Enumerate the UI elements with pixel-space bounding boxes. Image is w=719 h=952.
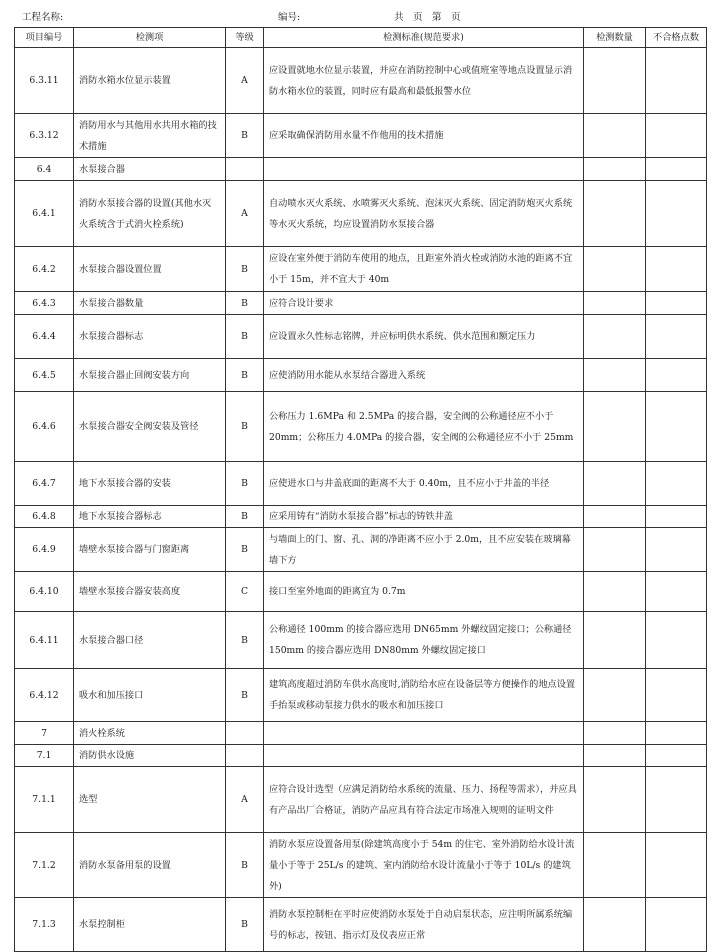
table-row [15, 181, 707, 247]
row-standard: 应采用铸有“消防水泵接合器”标志的铸铁井盖 [264, 506, 584, 528]
row-fail [646, 315, 707, 359]
table-row [15, 462, 707, 506]
row-item: 墙壁水泵接合器与门窗距离 [74, 528, 226, 572]
row-count [584, 359, 646, 392]
row-fail [646, 462, 707, 506]
row-standard [264, 745, 584, 767]
row-item: 消防用水与其他用水共用水箱的技术措施 [74, 114, 226, 158]
table-row [15, 722, 707, 745]
row-fail [646, 181, 707, 247]
col-header-standard: 检测标准(规范要求) [264, 28, 584, 48]
col-header-level: 等级 [226, 28, 264, 48]
row-id: 7.1 [15, 745, 74, 767]
row-id: 6.4.5 [15, 359, 74, 392]
row-fail [646, 612, 707, 669]
row-count [584, 722, 646, 745]
row-standard: 消防水泵控制柜在平时应使消防水泵处于自动启泵状态，应注明所属系统编号的标志，按钮、指示灯及仪表应正常 [264, 898, 584, 952]
col-header-fail: 不合格点数 [646, 28, 707, 48]
table-row [15, 292, 707, 315]
table-row [15, 158, 707, 181]
row-fail [646, 528, 707, 572]
row-id: 6.3.12 [15, 114, 74, 158]
row-item: 水泵接合器止回阀安装方向 [74, 359, 226, 392]
row-fail [646, 158, 707, 181]
row-standard: 应符合设计选型（应满足消防给水系统的流量、压力、扬程等需求），并应具有产品出厂合格证，消防产品应具有符合法定市场准入规则的证明文件 [264, 767, 584, 833]
row-level: B [226, 114, 264, 158]
row-standard [264, 158, 584, 181]
row-id: 6.4.8 [15, 506, 74, 528]
row-id: 7 [15, 722, 74, 745]
table-row [15, 528, 707, 572]
row-count [584, 48, 646, 114]
row-fail [646, 292, 707, 315]
row-standard: 应设置永久性标志铭牌，并应标明供水系统、供水范围和额定压力 [264, 315, 584, 359]
row-count [584, 572, 646, 612]
row-id: 6.4.7 [15, 462, 74, 506]
row-id: 7.1.1 [15, 767, 74, 833]
row-id: 6.4 [15, 158, 74, 181]
row-id: 6.4.4 [15, 315, 74, 359]
row-count [584, 247, 646, 292]
row-fail [646, 767, 707, 833]
row-item: 水泵控制柜 [74, 898, 226, 952]
row-item: 墙壁水泵接合器安装高度 [74, 572, 226, 612]
row-fail [646, 833, 707, 898]
row-item: 地下水泵接合器的安装 [74, 462, 226, 506]
table-row [15, 392, 707, 462]
row-level: B [226, 898, 264, 952]
row-id: 6.4.12 [15, 669, 74, 722]
document-header [0, 0, 719, 26]
table-row [15, 767, 707, 833]
row-level: B [226, 315, 264, 359]
row-count [584, 669, 646, 722]
row-item: 水泵接合器 [74, 158, 226, 181]
row-standard: 应设置就地水位显示装置，并应在消防控制中心或值班室等地点设置显示消防水箱水位的装置，同时应有最高和最低报警水位 [264, 48, 584, 114]
row-standard: 自动喷水灭火系统、水喷雾灭火系统、泡沫灭火系统、固定消防炮灭火系统等水灭火系统，均应设置消防水泵接合器 [264, 181, 584, 247]
row-fail [646, 359, 707, 392]
row-item: 消火栓系统 [74, 722, 226, 745]
row-count [584, 158, 646, 181]
row-level: A [226, 181, 264, 247]
row-standard: 与墙面上的门、窗、孔、洞的净距离不应小于 2.0m，且不应安装在玻璃幕墙下方 [264, 528, 584, 572]
row-id: 6.4.1 [15, 181, 74, 247]
row-level: A [226, 48, 264, 114]
row-count [584, 612, 646, 669]
row-standard [264, 722, 584, 745]
row-count [584, 392, 646, 462]
project-name-label: 工程名称: [22, 12, 64, 23]
row-count [584, 528, 646, 572]
number-label: 编号: [278, 12, 301, 23]
row-count [584, 181, 646, 247]
table-row [15, 359, 707, 392]
row-id: 6.4.11 [15, 612, 74, 669]
row-item: 选型 [74, 767, 226, 833]
row-fail [646, 392, 707, 462]
row-level: C [226, 572, 264, 612]
row-count [584, 315, 646, 359]
table-row [15, 745, 707, 767]
row-item: 水泵接合器标志 [74, 315, 226, 359]
row-item: 吸水和加压接口 [74, 669, 226, 722]
row-id: 7.1.3 [15, 898, 74, 952]
row-level: B [226, 833, 264, 898]
table-row [15, 247, 707, 292]
row-standard: 公称压力 1.6MPa 和 2.5MPa 的接合器，安全阀的公称通径应不小于 20mm；公称压力 4.0MPa 的接合器，安全阀的公称通径应不小于 25mm [264, 392, 584, 462]
row-fail [646, 722, 707, 745]
row-level: B [226, 528, 264, 572]
row-standard: 应符合设计要求 [264, 292, 584, 315]
row-item: 水泵接合器安全阀安装及管径 [74, 392, 226, 462]
row-standard: 消防水泵应设置备用泵(除建筑高度小于 54m 的住宅、室外消防给水设计流量小于等于 25L/s 的建筑、室内消防给水设计流量小于等于 10L/s 的建筑外) [264, 833, 584, 898]
col-header-count: 检测数量 [584, 28, 646, 48]
row-level: A [226, 767, 264, 833]
page-count-label: 共 页 第 页 [394, 12, 461, 23]
table-row [15, 833, 707, 898]
row-level [226, 722, 264, 745]
row-standard: 应使进水口与井盖底面的距离不大于 0.40m，且不应小于井盖的半径 [264, 462, 584, 506]
row-item: 消防水箱水位显示装置 [74, 48, 226, 114]
row-level [226, 745, 264, 767]
row-item: 水泵接合器数量 [74, 292, 226, 315]
table-row [15, 114, 707, 158]
row-fail [646, 114, 707, 158]
row-fail [646, 572, 707, 612]
row-id: 6.4.10 [15, 572, 74, 612]
row-id: 6.4.3 [15, 292, 74, 315]
row-id: 6.4.6 [15, 392, 74, 462]
table-row [15, 48, 707, 114]
row-item: 消防水泵备用泵的设置 [74, 833, 226, 898]
inspection-table [14, 27, 707, 952]
row-item: 水泵接合器设置位置 [74, 247, 226, 292]
row-count [584, 745, 646, 767]
row-fail [646, 898, 707, 952]
row-id: 6.3.11 [15, 48, 74, 114]
row-count [584, 833, 646, 898]
row-id: 6.4.2 [15, 247, 74, 292]
table-row [15, 315, 707, 359]
row-standard: 应使消防用水能从水泵结合器进入系统 [264, 359, 584, 392]
row-level: B [226, 462, 264, 506]
row-fail [646, 506, 707, 528]
row-id: 6.4.9 [15, 528, 74, 572]
row-count [584, 292, 646, 315]
row-count [584, 462, 646, 506]
row-level: B [226, 359, 264, 392]
row-item: 地下水泵接合器标志 [74, 506, 226, 528]
row-level: B [226, 669, 264, 722]
col-header-id: 项目编号 [15, 28, 74, 48]
row-count [584, 506, 646, 528]
table-row [15, 612, 707, 669]
table-row [15, 572, 707, 612]
row-count [584, 767, 646, 833]
row-level: B [226, 506, 264, 528]
row-fail [646, 247, 707, 292]
table-row [15, 898, 707, 952]
row-fail [646, 48, 707, 114]
table-row [15, 506, 707, 528]
table-row [15, 669, 707, 722]
row-count [584, 114, 646, 158]
row-level [226, 158, 264, 181]
row-level: B [226, 292, 264, 315]
row-item: 消防供水设施 [74, 745, 226, 767]
row-count [584, 898, 646, 952]
row-item: 水泵接合器口径 [74, 612, 226, 669]
row-standard: 应设在室外便于消防车使用的地点，且距室外消火栓或消防水池的距离不宜小于 15m，并不宜大于 40m [264, 247, 584, 292]
row-level: B [226, 392, 264, 462]
row-standard: 建筑高度超过消防车供水高度时,消防给水应在设备层等方便操作的地点设置手抬泵或移动泵接力供水的吸水和加压接口 [264, 669, 584, 722]
col-header-item: 检测项 [74, 28, 226, 48]
row-item: 消防水泵接合器的设置(其他水灭火系统含于式消火栓系统) [74, 181, 226, 247]
row-standard: 应采取确保消防用水量不作他用的技术措施 [264, 114, 584, 158]
row-standard: 公称通径 100mm 的接合器应选用 DN65mm 外螺纹固定接口；公称通径 150mm 的接合器应选用 DN80mm 外螺纹固定接口 [264, 612, 584, 669]
row-id: 7.1.2 [15, 833, 74, 898]
row-fail [646, 669, 707, 722]
row-level: B [226, 247, 264, 292]
row-standard: 接口至室外地面的距离宜为 0.7m [264, 572, 584, 612]
row-level: B [226, 612, 264, 669]
table-header-row [15, 28, 707, 48]
row-fail [646, 745, 707, 767]
